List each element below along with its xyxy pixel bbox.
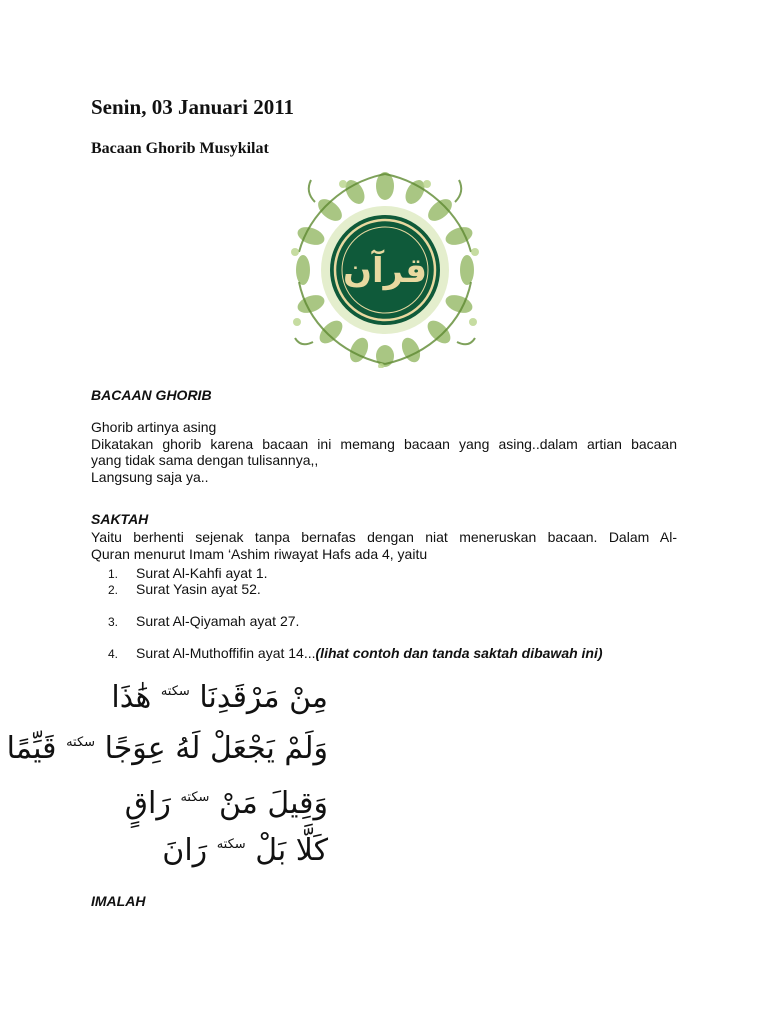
list-number: 3. [108, 615, 119, 629]
list-number: 4. [108, 647, 119, 661]
list-number: 1. [108, 567, 119, 581]
ghorib-line: Langsung saja ya.. [91, 468, 209, 485]
list-number: 2. [108, 583, 119, 597]
list-text: Surat Al-Kahfi ayat 1. [136, 565, 268, 581]
ghorib-line: Dikatakan ghorib karena bacaan ini memang bacaan yang asing..dalam artian bacaan [91, 435, 677, 452]
ghorib-line: Ghorib artinya asing [91, 419, 217, 435]
arabic-text: وَقِيلَ مَنْ [218, 786, 328, 821]
arabic-text: رَاقٍ [124, 786, 171, 821]
arabic-text: مِنْ مَرْقَدِنَا [199, 680, 328, 715]
list-text: Surat Al-Muthoffifin ayat 14... [136, 645, 316, 661]
saktah-intro-line: Yaitu berhenti sejenak tanpa bernafas dengan niat meneruskan bacaan. Dalam Al- [91, 529, 677, 545]
saktah-mark: سكته [160, 684, 190, 699]
list-note: (lihat contoh dan tanda saktah dibawah ini) [315, 645, 603, 661]
list-item [108, 581, 261, 597]
list-text: Surat Yasin ayat 52. [136, 581, 261, 597]
imalah-heading: IMALAH [91, 893, 146, 909]
ghorib-heading: BACAAN GHORIB [91, 387, 212, 403]
post-date-title: Senin, 03 Januari 2011 [91, 95, 295, 119]
saktah-mark: سكته [216, 837, 246, 852]
quran-calligraphy-icon [285, 172, 485, 368]
saktah-intro [91, 529, 677, 562]
arabic-text: هَٰذَا [111, 680, 152, 715]
list-item [108, 613, 299, 629]
arabic-text: وَلَمْ يَجْعَلْ لَهُ عِوَجًا [104, 731, 328, 766]
arabic-example [0, 833, 328, 868]
ghorib-paragraph [91, 419, 677, 485]
list-item [108, 565, 268, 581]
arabic-example [0, 786, 328, 821]
arabic-example [0, 680, 328, 715]
list-text: Surat Al-Qiyamah ayat 27. [136, 613, 300, 629]
arabic-text: رَانَ [162, 833, 208, 868]
list-item [108, 645, 603, 661]
saktah-mark: سكته [180, 790, 210, 805]
arabic-text: قَيِّمًا [6, 731, 57, 766]
arabic-example [0, 731, 328, 766]
emblem-calligraphy: قرآن [342, 251, 428, 291]
saktah-heading: SAKTAH [91, 511, 149, 527]
ghorib-line: yang tidak sama dengan tulisannya,, [91, 452, 319, 468]
arabic-text: كَلَّا بَلْ [255, 833, 328, 868]
post-subtitle: Bacaan Ghorib Musykilat [91, 140, 269, 157]
saktah-intro-line: Quran menurut Imam ‘Ashim riwayat Hafs ada 4, yaitu [91, 545, 428, 562]
saktah-mark: سكته [66, 735, 96, 750]
